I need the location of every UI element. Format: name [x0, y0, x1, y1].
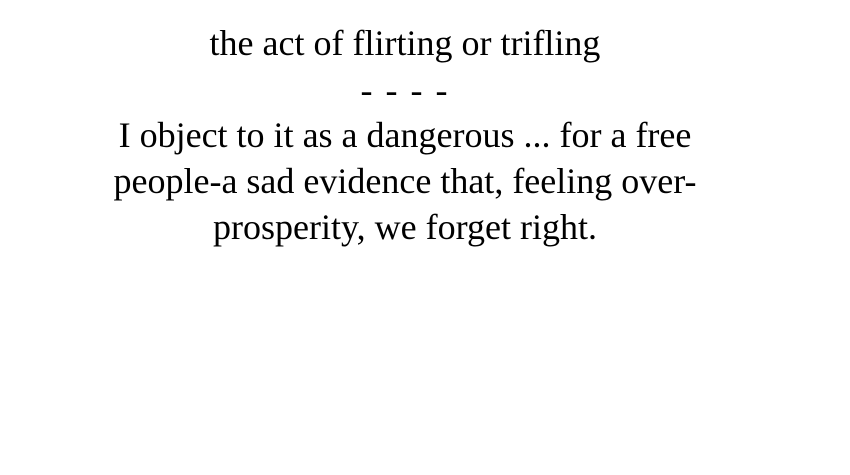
example-line: prosperity, we forget right.	[213, 207, 597, 247]
example-line: I object to it as a dangerous ... for a free	[118, 115, 692, 155]
separator-dashes: - - - -	[360, 70, 450, 110]
example-line: people-a sad evidence that, feeling over-	[113, 161, 697, 201]
definition-text: the act of flirting or trifling	[209, 23, 601, 63]
example-sentence	[0, 112, 810, 250]
